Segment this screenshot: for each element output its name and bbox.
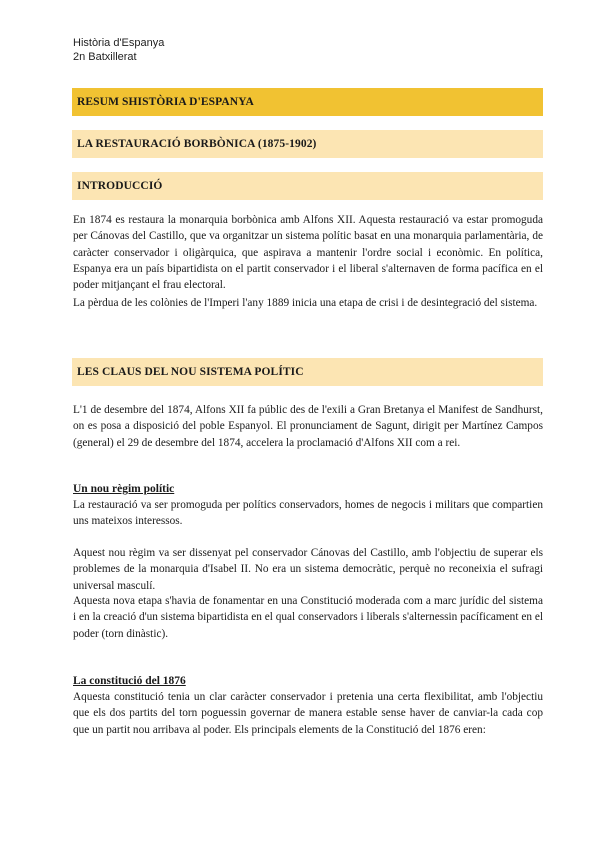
banner-introduccio: INTRODUCCIÓ [72, 172, 543, 200]
header-subject: Història d'Espanya [73, 37, 165, 49]
constitucio-paragraph-1: Aquesta constitució tenia un clar caràcter conservador i pretenia una certa flexibilitat, amb l'objectiu que els dos partits del torn poguessin governar de manera estable sense haver de canviar-la cada cop que un partit nou arribava al poder. Els principals elements de la Constitució del 1876 eren: [73, 691, 543, 736]
regim-paragraph-1: La restauració va ser promoguda per polítics conservadors, homes de negocis i militars que compartien uns mateixos interessos. [73, 499, 543, 528]
subheading-regim: Un nou règim polític [73, 483, 175, 495]
subheading-constitucio: La constitució del 1876 [73, 675, 186, 687]
intro-paragraph-1: En 1874 es restaura la monarquia borbònica amb Alfons XII. Aquesta restauració va estar promoguda per Cánovas del Castillo, que va organitzar un sistema polític basat en una monarquia parlamentària, de caràcter conservador i oligàrquica, que aspirava a mantenir l'ordre social i econòmic. En política, Espanya era un país bipartidista on el partit conservador i el liberal s'alternaven de forma pacífica en el poder mitjançant el frau electoral. [73, 214, 543, 292]
page-header [73, 36, 164, 64]
regim-paragraph-2: Aquest nou règim va ser dissenyat pel conservador Cánovas del Castillo, amb l'objectiu de superar els problemes de la monarquia d'Isabel II. No era un sistema democràtic, perquè no reconeixia el sufragi universal masculí. [73, 547, 543, 592]
banner-restauracio: LA RESTAURACIÓ BORBÒNICA (1875-1902) [72, 130, 543, 158]
intro-paragraph-2: La pèrdua de les colònies de l'Imperi l'any 1889 inicia una etapa de crisi i de desintegració del sistema. [73, 297, 538, 309]
header-course: 2n Batxillerat [73, 51, 137, 63]
regim-paragraph-3: Aquesta nova etapa s'havia de fonamentar en una Constitució moderada com a marc jurídic del sistema i en la creació d'un sistema bipartidista en el qual conservadors i liberals s'alternessin pacíficament en el poder (torn dinàstic). [73, 595, 543, 640]
banner-resum: RESUM SHISTÒRIA D'ESPANYA [72, 88, 543, 116]
claus-paragraph-1: L'1 de desembre del 1874, Alfons XII fa públic des de l'exili a Gran Bretanya el Manifest de Sandhurst, on es posa a disposició del poble Espanyol. El pronunciament de Sagunt, dirigit per Martínez Campos (general) el 29 de desembre del 1874, accelera la proclamació d'Alfons XII com a rei. [73, 404, 543, 449]
banner-claus: LES CLAUS DEL NOU SISTEMA POLÍTIC [72, 358, 543, 386]
